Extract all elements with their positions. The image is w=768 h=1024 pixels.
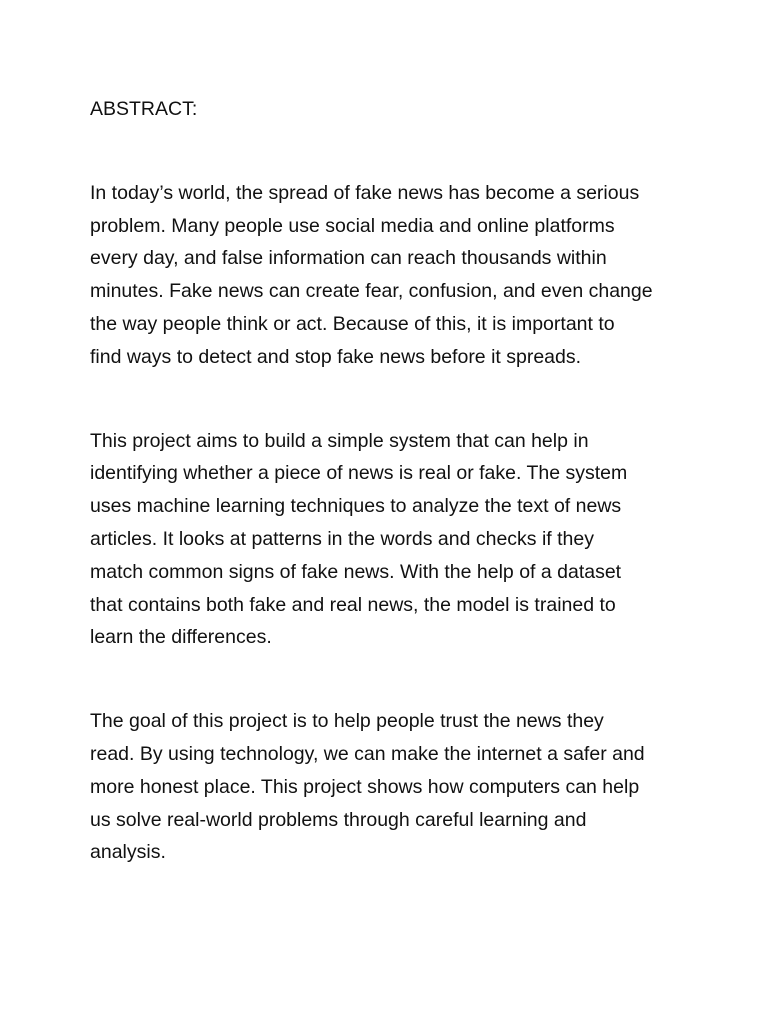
text-line: uses machine learning techniques to analyze the text of news [90,495,622,518]
text-line: match common signs of fake news. With the help of a dataset [90,560,622,583]
text-line: In today’s world, the spread of fake news has become a serious [90,181,640,204]
text-line: learn the differences. [90,626,272,649]
text-line: minutes. Fake news can create fear, confusion, and even change [90,280,653,303]
text-line: articles. It looks at patterns in the words and checks if they [90,527,594,550]
paragraph-1 [90,177,690,374]
paragraph-2 [90,425,690,655]
text-line: The goal of this project is to help people trust the news they [90,710,604,733]
text-line: identifying whether a piece of news is real or fake. The system [90,462,628,485]
text-line: find ways to detect and stop fake news before it spreads. [90,345,582,368]
text-line: This project aims to build a simple system that can help in [90,429,589,452]
text-line: more honest place. This project shows how computers can help [90,775,640,798]
paragraph-3 [90,705,690,869]
text-line: us solve real-world problems through careful learning and [90,808,587,831]
text-line: read. By using technology, we can make the internet a safer and [90,742,645,765]
abstract-heading: ABSTRACT: [90,98,198,120]
text-line: every day, and false information can reach thousands within [90,247,607,270]
text-line: problem. Many people use social media and online platforms [90,214,615,237]
text-line: analysis. [90,841,166,864]
text-line: the way people think or act. Because of this, it is important to [90,312,615,335]
document-body [90,93,690,869]
text-line: that contains both fake and real news, the model is trained to [90,593,616,616]
